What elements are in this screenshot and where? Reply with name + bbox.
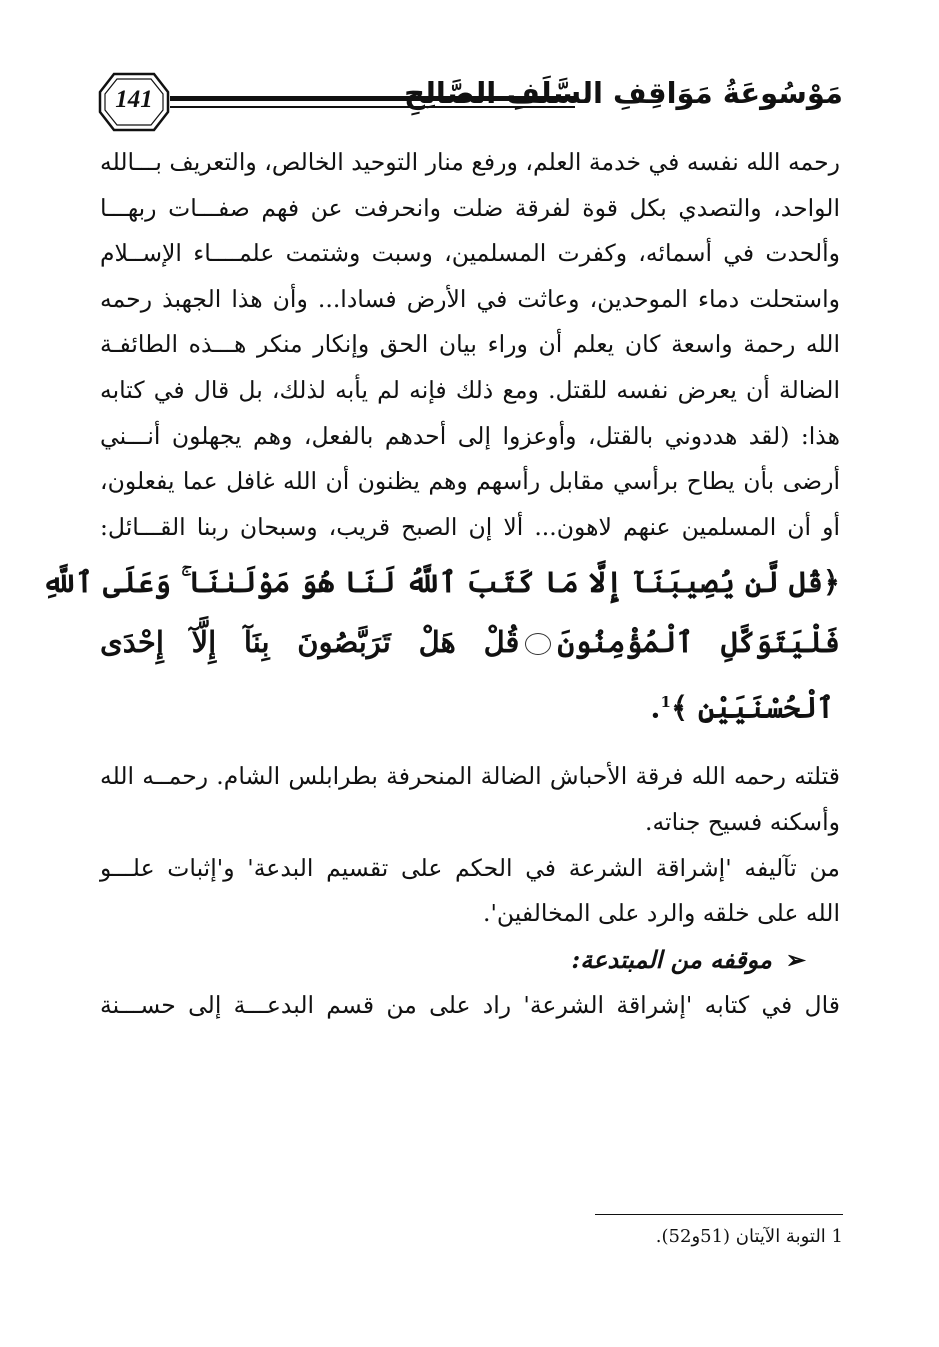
arrow-bullet-icon: ➢: [785, 944, 806, 974]
spacer: [100, 732, 840, 754]
text-line: الله رحمة واسعة كان يعلم أن وراء بيان الحق وإنكار منكر هـــذه الطائفـة: [100, 330, 840, 359]
text-line: أو أن المسلمين عنهم لاهون... ألا إن الصبح قريب، وسبحان ربنا القـــائل:: [100, 512, 840, 541]
book-title: مَوْسُوعَةُ مَوَاقِفِ السَّلَفِ الصَّالِحِ: [404, 76, 843, 110]
verse-line: [100, 672, 834, 732]
paragraph-2: [100, 754, 840, 845]
footnote: [656, 1226, 843, 1247]
text-line: قتلته رحمه الله فرقة الأحباش الضالة المنحرفة بطرابلس الشام. رحمــه الله: [100, 762, 840, 791]
paragraph-3: [100, 846, 840, 937]
verse-line: [100, 612, 840, 672]
ayah-number-icon: [525, 633, 551, 655]
footnote-ref[interactable]: 1: [660, 693, 671, 712]
page-body: [42, 140, 840, 1028]
verse-text: فَلْيَتَوَكَّلِ ٱلْمُؤْمِنُونَ: [557, 625, 840, 660]
section-heading-text: موقفه من المبتدعة:: [571, 944, 772, 974]
section-heading: [100, 937, 840, 983]
verse-text: قُلْ هَلْ تَرَبَّصُونَ بِنَآ إِلَّآ إِحْدَى: [100, 625, 520, 660]
text-line: الواحد، والتصدي بكل قوة لفرقة ضلت وانحرفت عن فهم صفـــات ربهـــا: [100, 193, 840, 222]
paragraph-1: [100, 140, 840, 550]
text-line: رحمه الله نفسه في خدمة العلم، ورفع منار التوحيد الخالص، والتعريف بـــالله: [100, 148, 840, 176]
text-line: الله على خلقه والرد على المخالفين'.: [482, 899, 840, 928]
footnote-text: التوبة الآيتان (51و52).: [655, 1226, 826, 1247]
text-line: أرضى بأن يطاح برأسي مقابل رأسهم وهم يظنون أن الله غافل عما يفعلون،: [100, 467, 840, 496]
text-line: واستحلت دماء الموحدين، وعاثت في الأرض فسادا... وأن هذا الجهبذ رحمه: [100, 284, 840, 313]
text-line: وألحدت في أسمائه، وكفرت المسلمين، وسبت وشتمت علمــــاء الإســلام: [100, 239, 840, 268]
footnote-number: 1: [831, 1226, 843, 1247]
page-number-badge: [98, 70, 170, 134]
verse-end: .: [650, 691, 661, 725]
quran-verse: [42, 552, 840, 732]
text-line: هذا: (لقد هددوني بالقتل، وأوعزوا إلى أحدهم بالفعل، وهم يجهلون أنـــني: [100, 421, 840, 450]
text-line: من تآليفه 'إشراقة الشرعة في الحكم على تقسيم البدعة' و'إثبات علـــو: [100, 853, 840, 882]
page-number: 141: [115, 86, 153, 113]
paragraph-4: [100, 983, 840, 1029]
verse-line: ﴿قُل لَّن يُصِيبَنَآ إِلَّا مَا كَتَبَ ٱللَّهُ لَنَا هُوَ مَوْلَىٰنَا ۚ وَعَلَى ٱللَّهِ: [42, 565, 840, 600]
text-line: قال في كتابه 'إشراقة الشرعة' راد على من قسم البدعـــة إلى حســـنة: [100, 990, 840, 1019]
verse-text: ٱلْحُسْنَيَيْنِ ﴾: [670, 691, 834, 725]
page-header: [98, 70, 843, 140]
footnote-separator: [595, 1214, 843, 1215]
text-line: وأسكنه فسيح جناته.: [644, 807, 840, 836]
text-line: الضالة أن يعرض نفسه للقتل. ومع ذلك فإنه لم يأبه لذلك، بل قال في كتابه: [100, 375, 840, 404]
